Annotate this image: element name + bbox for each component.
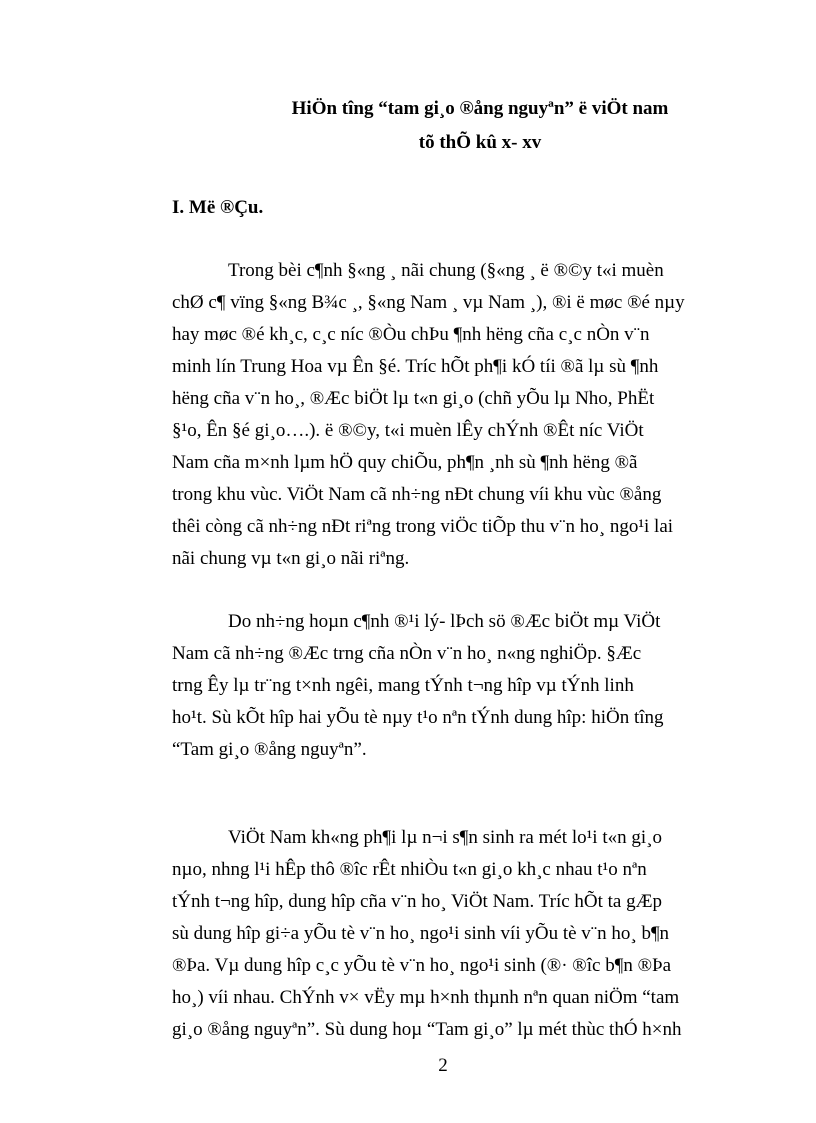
text-line: ho¸) víi nhau. ChÝnh v× vËy mµ h×nh thµnh nªn quan niÖm “tam	[172, 987, 680, 1008]
text-line: gi¸o ®ång nguyªn”. Sù dung hoµ “Tam gi¸o” lµ mét thùc thÓ h×nh	[172, 1019, 682, 1040]
text-line: ViÖt Nam kh«ng ph¶i lµ n¬i s¶n sinh ra mét lo¹i t«n gi¸o	[228, 827, 662, 848]
text-line: hëng cña v¨n ho¸, ®Æc biÖt lµ t«n gi¸o (chñ yÕu lµ Nho, PhËt	[172, 388, 655, 409]
text-line: thêi còng cã nh÷ng nÐt riªng trong viÖc tiÕp thu v¨n ho¸ ngo¹i lai	[172, 516, 674, 537]
text-line: §¹o, Ên §é gi¸o….). ë ®©y, t«i muèn lÊy chÝnh ®Êt níc ViÖt	[172, 420, 644, 441]
paragraph-1	[172, 255, 698, 575]
text-line: ®Þa. Vµ dung hîp c¸c yÕu tè v¨n ho¸ ngo¹i sinh (®· ®îc b¶n ®Þa	[172, 955, 672, 976]
text-line: trong khu vùc. ViÖt Nam cã nh÷ng nÐt chung víi khu vùc ®ång	[172, 484, 662, 505]
text-line: nµo, nhng l¹i hÊp thô ®îc rÊt nhiÒu t«n gi¸o kh¸c nhau t¹o nªn	[172, 859, 647, 880]
text-line: trng Êy lµ tr¨ng t×nh ngêi, mang tÝnh t¬ng hîp vµ tÝnh linh	[172, 675, 634, 696]
paragraph-2	[172, 606, 698, 766]
section-heading: I. Më ®Çu.	[172, 197, 264, 218]
text-line: sù dung hîp gi÷a yÕu tè v¨n ho¸ ngo¹i sinh víi yÕu tè v¨n ho¸ b¶n	[172, 923, 670, 944]
paragraph-3	[172, 822, 698, 1046]
document-title-line-2: tõ thÕ kû x- xv	[418, 132, 542, 153]
text-line: chØ c¶ vïng §«ng B¾c ¸, §«ng Nam ¸ vµ Nam ¸), ®i ë møc ®é nµy	[172, 292, 685, 313]
text-line: minh lín Trung Hoa vµ Ên §é. Tríc hÕt ph¶i kÓ tíi ®ã lµ sù ¶nh	[172, 356, 659, 377]
text-line: Do nh÷ng hoµn c¶nh ®¹i lý- lÞch sö ®Æc biÖt mµ ViÖt	[228, 611, 661, 632]
text-line: nãi chung vµ t«n gi¸o nãi riªng.	[172, 548, 410, 569]
text-line: Trong bèi c¶nh §«ng ¸ nãi chung (§«ng ¸ ë ®©y t«i muèn	[228, 260, 664, 281]
text-line: hay møc ®é kh¸c, c¸c níc ®Òu chÞu ¶nh hëng cña c¸c nÒn v¨n	[172, 324, 650, 345]
text-line: tÝnh t¬ng hîp, dung hîp cña v¨n ho¸ ViÖt Nam. Tríc hÕt ta gÆp	[172, 891, 663, 912]
text-line: Nam cã nh÷ng ®Æc trng cña nÒn v¨n ho¸ n«ng nghiÖp. §Æc	[172, 643, 642, 664]
text-line: Nam cña m×nh lµm hÖ quy chiÕu, ph¶n ¸nh sù ¶nh hëng ®ã	[172, 452, 638, 473]
text-line: ho¹t. Sù kÕt hîp hai yÕu tè nµy t¹o nªn tÝnh dung hîp: hiÖn tîng	[172, 707, 664, 728]
text-line: “Tam gi¸o ®ång nguyªn”.	[172, 739, 367, 760]
document-title-line-1: HiÖn tîng “tam gi¸o ®ång nguyªn” ë viÖt nam	[291, 98, 669, 119]
page-number: 2	[438, 1055, 448, 1076]
